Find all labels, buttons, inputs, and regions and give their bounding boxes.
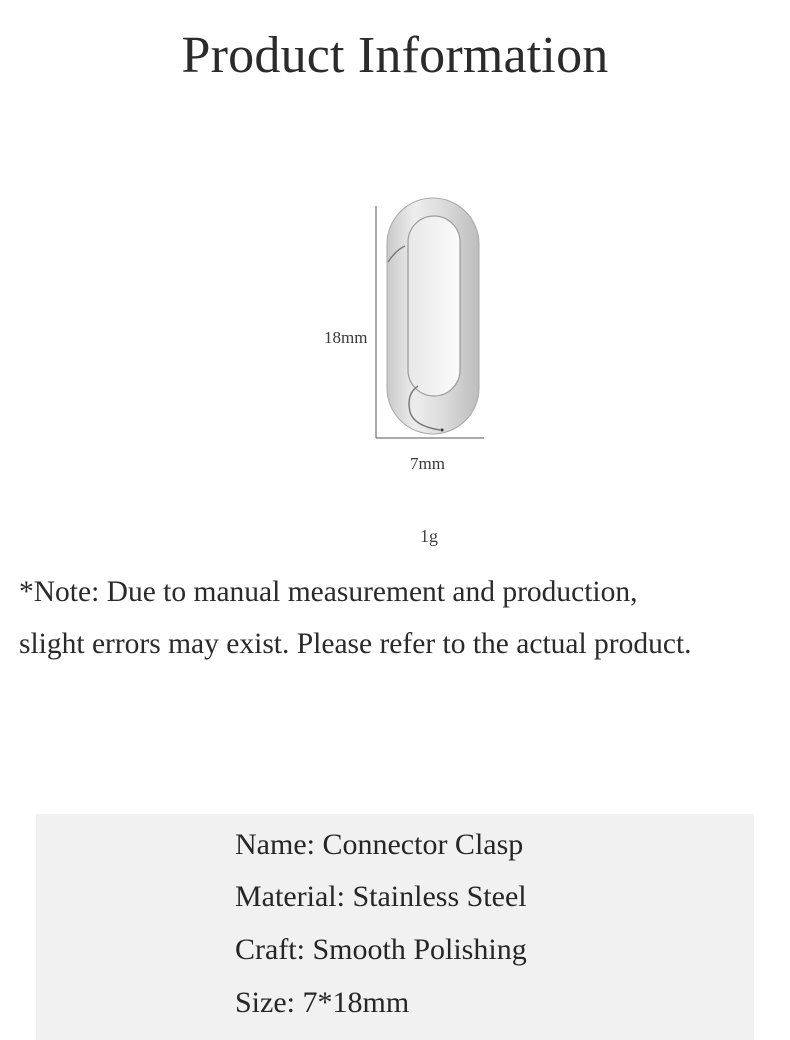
product-figure — [310, 190, 510, 490]
measurement-note — [19, 566, 789, 670]
specs-panel — [36, 814, 754, 1040]
spec-material: Material: Stainless Steel — [235, 880, 527, 913]
note-line-2: slight errors may exist. Please refer to the actual product. — [19, 628, 692, 660]
spec-craft: Craft: Smooth Polishing — [235, 933, 527, 966]
spec-name: Name: Connector Clasp — [235, 828, 524, 861]
height-dimension-label: 18mm — [324, 328, 368, 347]
width-dimension-label: 7mm — [410, 454, 445, 473]
spec-size: Size: 7*18mm — [235, 986, 410, 1019]
weight-label: 1g — [420, 526, 438, 546]
note-line-1: *Note: Due to manual measurement and production, — [19, 576, 638, 608]
page-title: Product Information — [181, 27, 609, 84]
